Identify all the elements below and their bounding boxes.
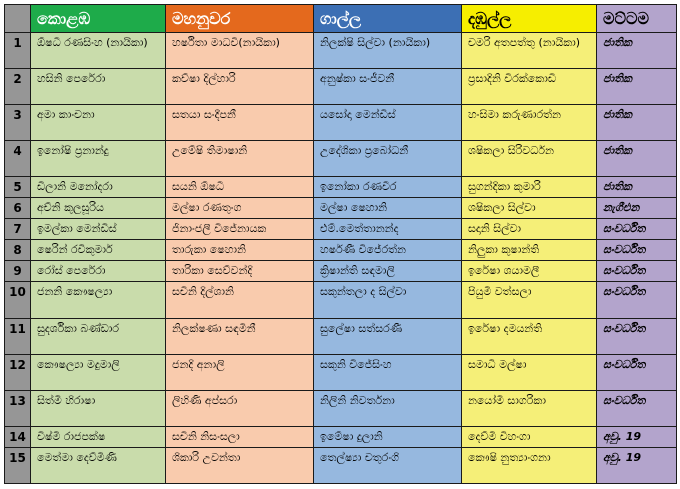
row-number: 5 xyxy=(5,177,31,198)
cell-dambulla: ඉරේෂා ශයාමලී xyxy=(462,261,597,282)
cell-level: ජාතික xyxy=(597,141,677,177)
row-number: 15 xyxy=(5,447,31,483)
cell-kandy: තාරුකා ෂෙහානි xyxy=(166,240,314,261)
cell-dambulla: ශෂිකලා සිල්වා xyxy=(462,198,597,219)
cell-level: ජාතික xyxy=(597,105,677,141)
row-number: 14 xyxy=(5,426,31,447)
squad-table-container xyxy=(4,4,676,484)
cell-galle: උදේශිකා ප්‍රබෝධනී xyxy=(314,141,462,177)
cell-dambulla: සදානි සිල්වා xyxy=(462,219,597,240)
cell-dambulla: ප්‍රසාදිනි වීරක්කොඩි xyxy=(462,69,597,105)
cell-galle: සුලේෂා සත්සරණී xyxy=(314,318,462,354)
cell-level: නැගීඑන xyxy=(597,198,677,219)
cell-kandy: සතයා සංදීපනී xyxy=(166,105,314,141)
cell-colombo: සුදර්ශිකා බණ්ඩාර xyxy=(31,318,166,354)
table-row xyxy=(5,69,677,105)
row-number: 13 xyxy=(5,390,31,426)
cell-dambulla: දෙව්මි විහංගා xyxy=(462,426,597,447)
cell-galle: සකුන්තලා ද සිල්වා xyxy=(314,282,462,318)
row-number: 2 xyxy=(5,69,31,105)
cell-colombo: හසිනි පෙරේරා xyxy=(31,69,166,105)
cell-galle: අනුෂ්කා සංජීවනී xyxy=(314,69,462,105)
cell-dambulla: ඉරේෂා දමයන්ති xyxy=(462,318,597,354)
cell-level: ජාතික xyxy=(597,33,677,69)
cell-level: සංවර්ධිත xyxy=(597,354,677,390)
table-row xyxy=(5,240,677,261)
table-row xyxy=(5,141,677,177)
cell-dambulla: චමරි අතපත්තු (නායිකා) xyxy=(462,33,597,69)
cell-kandy: ජනදි අනාලි xyxy=(166,354,314,390)
cell-kandy: සයනි ඕෂධී xyxy=(166,177,314,198)
cell-dambulla: නිලුකා කුෂාන්ති xyxy=(462,240,597,261)
cell-colombo: රෝස් පෙරේරා xyxy=(31,261,166,282)
cell-colombo: මෙත්මා දෙව්මිණි xyxy=(31,447,166,483)
cell-level: සංවර්ධිත xyxy=(597,240,677,261)
cell-colombo: අච්නි කුලසූරිය xyxy=(31,198,166,219)
cell-galle: ඉමේෂා දුලානි xyxy=(314,426,462,447)
cell-kandy: උමේෂි තිමාෂානි xyxy=(166,141,314,177)
cell-level: සංවර්ධිත xyxy=(597,219,677,240)
table-row xyxy=(5,219,677,240)
cell-level: අවු. 19 xyxy=(597,426,677,447)
cell-dambulla: කෞෂි නුත්‍යාංගනා xyxy=(462,447,597,483)
table-row xyxy=(5,177,677,198)
cell-dambulla: සුගන්දිකා කුමාරි xyxy=(462,177,597,198)
row-number: 4 xyxy=(5,141,31,177)
header-colombo: කොළඹ xyxy=(31,5,166,33)
cell-colombo: ඩිලානි මනෝදරා xyxy=(31,177,166,198)
cell-kandy: මල්ෂා රණතුංග xyxy=(166,198,314,219)
row-number: 7 xyxy=(5,219,31,240)
cell-kandy: කව්ෂා දිල්හාරි xyxy=(166,69,314,105)
row-number: 12 xyxy=(5,354,31,390)
cell-galle: නිලිනි නිවර්තනා xyxy=(314,390,462,426)
row-number: 9 xyxy=(5,261,31,282)
cell-galle: ඉනෝකා රණවීර xyxy=(314,177,462,198)
table-row xyxy=(5,354,677,390)
cell-kandy: හර්ෂිතා මාධවී(නායිකා) xyxy=(166,33,314,69)
row-number: 11 xyxy=(5,318,31,354)
cell-level: අවු. 19 xyxy=(597,447,677,483)
cell-galle: සකුනි විජේසිංහ xyxy=(314,354,462,390)
cell-galle: යසෝදා මෙන්ඩිස් xyxy=(314,105,462,141)
header-level: මට්ටම xyxy=(597,5,677,33)
row-number: 3 xyxy=(5,105,31,141)
cell-colombo: විෂ්මි රාජපක්ෂ xyxy=(31,426,166,447)
cell-dambulla: සමාධි මල්ෂා xyxy=(462,354,597,390)
cell-galle: ක්‍රිෂාන්ති සඳමාලි xyxy=(314,261,462,282)
cell-colombo: ඉමල්කා මෙන්ඩිස් xyxy=(31,219,166,240)
squad-table xyxy=(4,4,677,484)
cell-level: සංවර්ධිත xyxy=(597,318,677,354)
cell-galle: හර්ෂණී විජේරත්න xyxy=(314,240,462,261)
cell-kandy: ජිනාංජලී විජේනායක xyxy=(166,219,314,240)
cell-colombo: සිත්මි හිරාෂා xyxy=(31,390,166,426)
cell-level: සංවර්ධිත xyxy=(597,390,677,426)
header-kandy: මහනුවර xyxy=(166,5,314,33)
cell-galle: තෙල්ෂ්‍යා චතුරංගි xyxy=(314,447,462,483)
cell-colombo: අමා කාංචනා xyxy=(31,105,166,141)
header-row xyxy=(5,5,677,33)
cell-level: ජාතික xyxy=(597,69,677,105)
cell-galle: නිලක්ෂි සිල්වා (නායිකා) xyxy=(314,33,462,69)
cell-kandy: තාරිකා සෙව්වන්දි xyxy=(166,261,314,282)
cell-colombo: ජනනි කෞෂල්‍යා xyxy=(31,282,166,318)
table-row xyxy=(5,318,677,354)
table-row xyxy=(5,282,677,318)
cell-dambulla: හංසිමා කරුණාරත්න xyxy=(462,105,597,141)
cell-dambulla: නයෝමි සාගරිකා xyxy=(462,390,597,426)
cell-colombo: කෞෂල්‍යා මදුමාලි xyxy=(31,354,166,390)
cell-dambulla: ශෂිකලා සිරිවර්ධන xyxy=(462,141,597,177)
table-row xyxy=(5,33,677,69)
cell-kandy: නිලක්ෂණා සඳමිනී xyxy=(166,318,314,354)
row-number: 8 xyxy=(5,240,31,261)
cell-dambulla: පියුමි වත්සලා xyxy=(462,282,597,318)
table-row xyxy=(5,447,677,483)
header-number xyxy=(5,5,31,33)
cell-level: සංවර්ධිත xyxy=(597,282,677,318)
cell-level: ජාතික xyxy=(597,177,677,198)
table-row xyxy=(5,105,677,141)
cell-kandy: සචිනි දිල්ශානි xyxy=(166,282,314,318)
cell-colombo: ෂෙරින් රවිකුමාර් xyxy=(31,240,166,261)
cell-level: සංවර්ධිත xyxy=(597,261,677,282)
cell-galle: එම්.මෙත්තානන්ද xyxy=(314,219,462,240)
cell-kandy: ශිකාරි උවන්තා xyxy=(166,447,314,483)
row-number: 6 xyxy=(5,198,31,219)
cell-galle: මල්ෂා ෂෙහානි xyxy=(314,198,462,219)
row-number: 10 xyxy=(5,282,31,318)
cell-colombo: ඉනෝෂි ප්‍රනාන්දු xyxy=(31,141,166,177)
table-row xyxy=(5,198,677,219)
header-galle: ගාල්ල xyxy=(314,5,462,33)
header-dambulla: දඹුල්ල xyxy=(462,5,597,33)
row-number: 1 xyxy=(5,33,31,69)
cell-colombo: ඕෂධී රණසිංහ (නායිකා) xyxy=(31,33,166,69)
table-row xyxy=(5,261,677,282)
cell-kandy: ලිහිණි අප්සරා xyxy=(166,390,314,426)
table-row xyxy=(5,390,677,426)
cell-kandy: සචිනි නිසංසලා xyxy=(166,426,314,447)
table-row xyxy=(5,426,677,447)
